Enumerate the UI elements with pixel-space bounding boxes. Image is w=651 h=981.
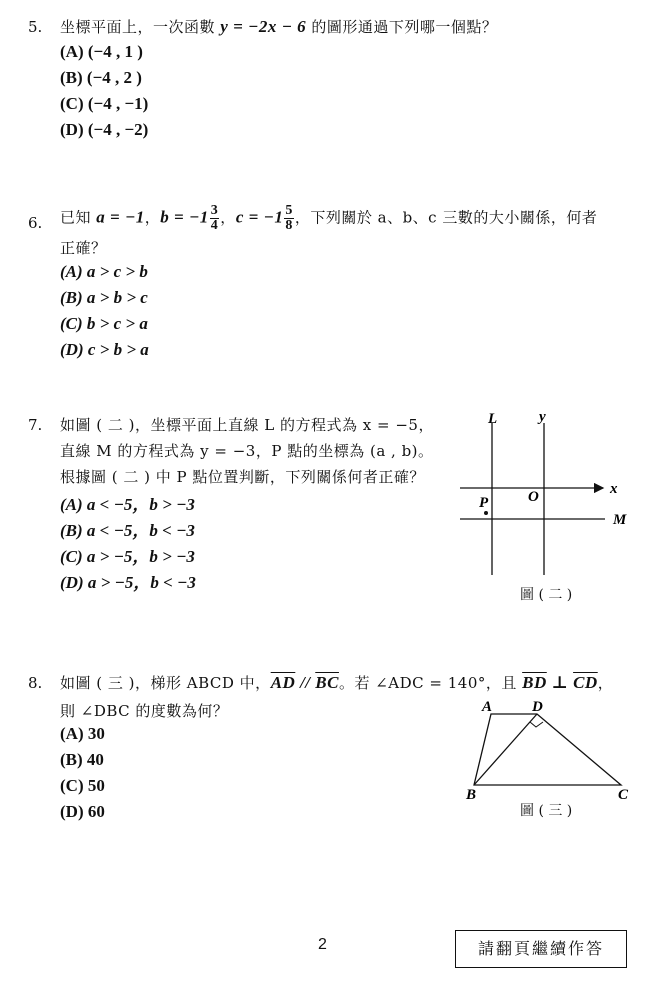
label-c: C (618, 787, 629, 803)
label-m: M (613, 512, 627, 528)
stem-text: 坐標平面上，一次函數 (60, 18, 221, 36)
segment-cd: $\overline{CD}$ (573, 673, 598, 692)
label-l: L (488, 411, 498, 427)
option-d[interactable]: (D) (−4 , −2) (60, 120, 149, 139)
option-a[interactable]: (A) a < −5，b > −3 (60, 495, 195, 514)
b-value: b = −1 (160, 207, 209, 227)
question-stem-line2: 直線 M 的方程式為 y = −3，P 點的坐標為 (a , b)。 (60, 442, 434, 460)
option-b[interactable]: (B) 40 (60, 750, 104, 769)
option-c[interactable]: (C) a > −5，b > −3 (60, 547, 195, 566)
option-d[interactable]: (D) c > b > a (60, 340, 149, 359)
option-d[interactable]: (D) a > −5，b < −3 (60, 573, 196, 592)
question-stem: 已知 a = −1，b = −1 $\frac{3}{4}$ ，c = −1 $\frac{5}{8}$ ，下列關於 a、b、c 三數的大小關係，何者 (60, 203, 598, 233)
stem-equation: y = −2x − 6 (220, 17, 307, 36)
option-a[interactable]: (A) (−4 , 1 ) (60, 42, 143, 61)
right-angle-mark (530, 722, 543, 727)
option-d[interactable]: (D) 60 (60, 802, 105, 821)
stem-text: 如圖 ( 三 )，梯形 ABCD 中， (60, 674, 271, 692)
fraction-denominator: 4 (210, 218, 219, 233)
b-fraction (210, 204, 220, 233)
c-fraction (284, 204, 294, 233)
figure-3-trapezoid (460, 695, 640, 805)
figure-3-caption: 圖 ( 三 ) (520, 803, 573, 819)
fraction-numerator: 5 (285, 203, 293, 218)
label-p: P (479, 495, 489, 511)
page-number: 2 (318, 936, 327, 953)
question-stem-line1: 如圖 ( 二 )，坐標平面上直線 L 的方程式為 x = −5， (60, 416, 434, 434)
option-c[interactable]: (C) b > c > a (60, 314, 148, 333)
perpendicular-symbol: ⊥ (546, 673, 574, 692)
option-a[interactable]: (A) a > c > b (60, 262, 148, 281)
segment-bd: $\overline{BD}$ (522, 673, 547, 692)
option-b[interactable]: (B) a < −5，b < −3 (60, 521, 195, 540)
diagonal-bd (474, 714, 537, 785)
label-d: D (532, 699, 543, 715)
option-c[interactable]: (C) (−4 , −1) (60, 94, 149, 113)
question-number: 8. (28, 674, 43, 692)
stem-text: 已知 (60, 208, 97, 227)
fraction-numerator: 3 (210, 203, 219, 218)
segment-bc: $\overline{BC}$ (315, 673, 339, 692)
label-y: y (539, 409, 546, 425)
question-number: 7. (28, 416, 43, 434)
stem-text: 的圖形通過下列哪一個點？ (306, 18, 498, 36)
c-value: c = −1 (235, 207, 284, 227)
segment-ad: $\overline{AD}$ (270, 673, 296, 692)
question-stem-line2: 則 ∠DBC 的度數為何？ (60, 702, 229, 720)
continue-notice: 請翻頁繼續作答 (455, 930, 627, 968)
a-value: a = −1 (96, 207, 145, 227)
fraction-denominator: 8 (285, 218, 293, 233)
label-b: B (466, 787, 477, 803)
option-a[interactable]: (A) 30 (60, 724, 105, 743)
question-stem-line3: 根據圖 ( 二 ) 中 P 點位置判斷，下列關係何者正確？ (60, 468, 425, 486)
option-b[interactable]: (B) (−4 , 2 ) (60, 68, 142, 87)
question-stem (60, 16, 497, 37)
question-stem-line2: 正確？ (60, 239, 107, 257)
option-c[interactable]: (C) 50 (60, 776, 105, 795)
question-number: 6. (28, 214, 43, 232)
question-number: 5. (28, 18, 43, 36)
stem-text: 。若 ∠ADC = 140°，且 (338, 674, 523, 692)
label-a: A (482, 699, 493, 715)
question-stem (60, 672, 613, 693)
stem-text: ， (597, 674, 614, 692)
trapezoid-abcd (474, 714, 621, 785)
figure-2-caption: 圖 ( 二 ) (520, 587, 573, 603)
stem-text: ，下列關於 a、b、c 三數的大小關係，何者 (294, 208, 598, 227)
label-x: x (610, 481, 618, 497)
figure-2-coordinate-plane (455, 405, 645, 585)
parallel-symbol: // (295, 673, 316, 692)
point-p (484, 511, 488, 515)
option-b[interactable]: (B) a > b > c (60, 288, 148, 307)
label-origin: O (528, 489, 539, 505)
